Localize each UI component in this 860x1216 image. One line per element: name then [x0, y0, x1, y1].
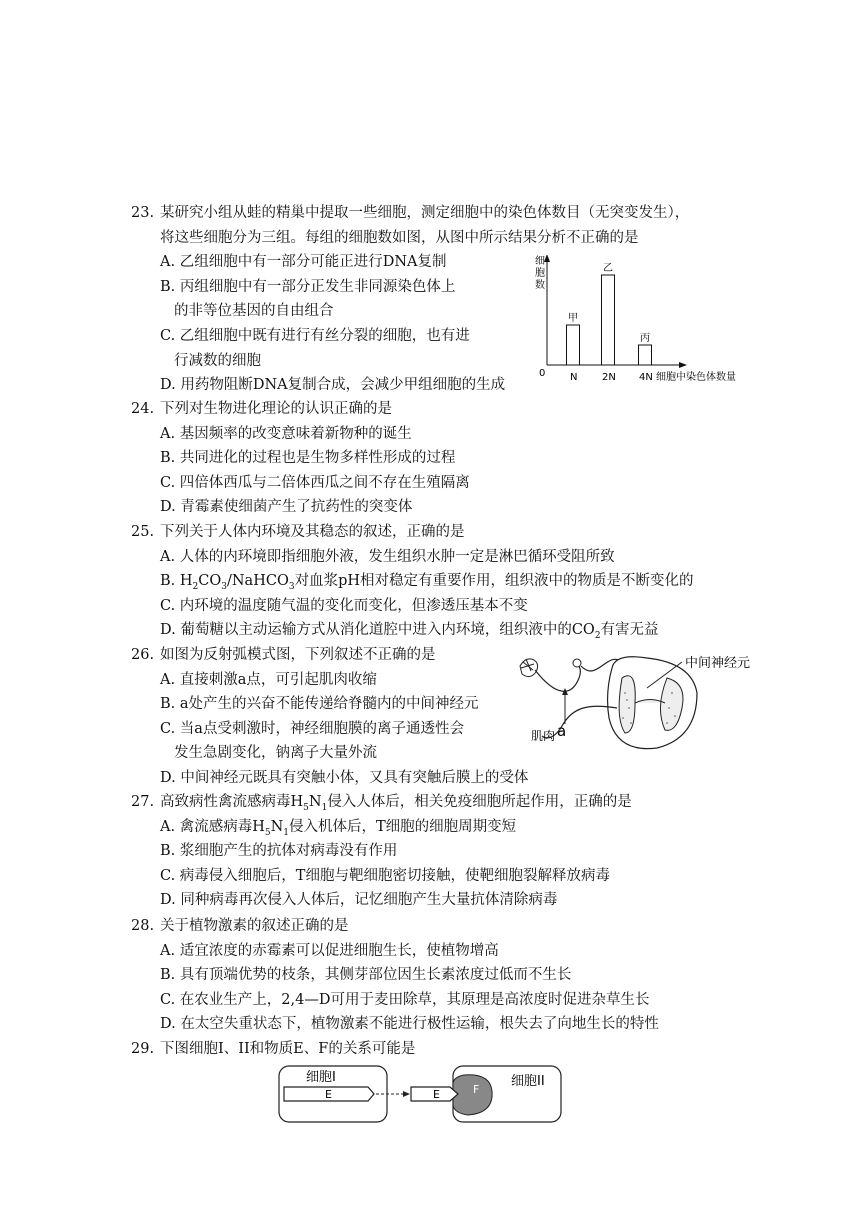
option-a: A. 直接刺激a点，可引起肌肉收缩: [160, 671, 377, 688]
option-b-cont: 的非等位基因的自由组合: [174, 303, 334, 320]
option-d: D. 葡萄糖以主动运输方式从消化道腔中进入内环境，组织液中的$CO_2$有害无益: [160, 622, 659, 642]
y-label-1: 细: [535, 256, 545, 267]
option-c: C. 病毒侵入细胞后，T细胞与靶细胞密切接触，使靶细胞裂解释放病毒: [160, 867, 610, 884]
bar-label-2N: 乙: [603, 263, 613, 274]
question-28: [131, 914, 659, 1037]
option-b: B. a处产生的兴奋不能传递给脊髓内的中间神经元: [160, 696, 479, 713]
x-axis-label: 细胞中染色体数量: [656, 372, 736, 383]
question-29: [131, 1037, 415, 1062]
x-tick-4N: 4N: [639, 372, 653, 383]
muscle-label: 肌肉: [531, 729, 556, 743]
option-c: C. 乙组细胞中既有进行有丝分裂的细胞，也有进: [160, 327, 470, 344]
question-stem-cont: 将这些细胞分为三组。每组的细胞数如图，从图中所示结果分析不正确的是: [160, 229, 639, 246]
cells-relationship-diagram: [278, 1063, 563, 1125]
origin-label: 0: [539, 368, 546, 379]
question-stem: 26. 如图为反射弧模式图，下列叙述不正确的是: [131, 647, 436, 663]
question-stem: 23. 某研究小组从蛙的精巢中提取一些细胞，测定细胞中的染色体数目（无突变发生），: [131, 205, 690, 221]
a-label: a: [557, 722, 567, 740]
option-b: B. 具有顶端优势的枝条，其侧芽部位因生长素浓度过低而不生长: [160, 967, 572, 984]
bar-4N: [639, 345, 652, 365]
transfer-arrowhead: [403, 1091, 410, 1097]
option-b: B. 浆细胞产生的抗体对病毒没有作用: [160, 843, 398, 860]
bar-label-4N: 丙: [640, 333, 650, 344]
x-tick-2N: 2N: [602, 372, 616, 383]
cell-2-label: 细胞II: [511, 1074, 545, 1089]
option-c-cont: 行减数的细胞: [174, 352, 261, 369]
option-d: D. 中间神经元既具有突触小体，又具有突触后膜上的受体: [160, 769, 529, 786]
option-b: B. $H_2CO_3/NaHCO_3$对血浆pH相对稳定有重要作用，组织液中的物质是不断变化的: [160, 573, 694, 593]
option-b: B. 丙组细胞中有一部分正发生非同源染色体上: [160, 278, 456, 295]
bar-N: [567, 325, 580, 365]
sensory-nerve: [535, 664, 580, 691]
receptor-icon: [520, 659, 538, 677]
option-c: C. 四倍体西瓜与二倍体西瓜之间不存在生殖隔离: [160, 474, 470, 491]
question-stem: 28. 关于植物激素的叙述正确的是: [131, 918, 349, 934]
question-stem: 25. 下列关于人体内环境及其稳态的叙述，正确的是: [131, 524, 465, 540]
x-axis-arrow: [679, 362, 687, 368]
option-d: D. 青霉素使细菌产生了抗药性的突变体: [160, 499, 413, 516]
question-stem: 24. 下列对生物进化理论的认识正确的是: [131, 401, 392, 417]
option-a: A. 适宜浓度的赤霉素可以促进细胞生长，使植物增高: [160, 942, 499, 959]
question-stem: 27. 高致病性禽流感病毒$H_5N_1$侵入人体后，相关免疫细胞所起作用，正确的是: [131, 794, 632, 813]
cell-1-label: 细胞I: [306, 1070, 336, 1085]
option-b: B. 共同进化的过程也是生物多样性形成的过程: [160, 450, 456, 467]
option-d: D. 同种病毒再次侵入人体后，记忆细胞产生大量抗体清除病毒: [160, 892, 558, 909]
option-c: C. 当a点受刺激时，神经细胞膜的离子通透性会: [160, 720, 464, 737]
question-25: [131, 520, 694, 643]
option-a: A. 基因频率的改变意味着新物种的诞生: [160, 425, 412, 442]
e-label-2: E: [433, 1088, 440, 1101]
question-26: [131, 643, 528, 791]
option-d: D. 在太空失重状态下，植物激素不能进行极性运输，根失去了向地生长的特性: [160, 1016, 659, 1033]
bars-group: [567, 262, 653, 383]
option-c-cont: 发生急剧变化，钠离子大量外流: [174, 745, 377, 762]
f-label: F: [473, 1083, 480, 1096]
option-a: A. 人体的内环境即指细胞外液，发生组织水肿一定是淋巴循环受阻所致: [160, 548, 615, 565]
option-a: A. 禽流感病毒$H_5N_1$侵入机体后，T细胞的细胞周期变短: [160, 818, 517, 838]
question-24: [131, 397, 470, 520]
reflex-arc-diagram: [517, 648, 762, 756]
x-tick-N: N: [570, 372, 578, 383]
interneuron-label: 中间神经元: [685, 656, 751, 671]
bar-label-N: 甲: [568, 313, 578, 324]
bar-2N: [602, 275, 615, 365]
y-label-2: 胞: [535, 268, 545, 279]
option-d: D. 用药物阻断DNA复制合成，会减少甲组细胞的生成: [160, 377, 506, 394]
y-label-3: 数: [535, 280, 545, 291]
question-stem: 29. 下图细胞I、II和物质E、F的关系可能是: [131, 1041, 416, 1057]
ganglion: [573, 659, 581, 667]
question-27: [131, 790, 632, 913]
option-a: A. 乙组细胞中有一部分可能正进行DNA复制: [160, 254, 447, 271]
e-label-1: E: [325, 1088, 332, 1101]
chromosome-bar-chart: [530, 255, 760, 390]
option-c: C. 在农业生产上，2,4—D可用于麦田除草，其原理是高浓度时促进杂草生长: [160, 991, 650, 1008]
option-c: C. 内环境的温度随气温的变化而变化，但渗透压基本不变: [160, 597, 528, 614]
